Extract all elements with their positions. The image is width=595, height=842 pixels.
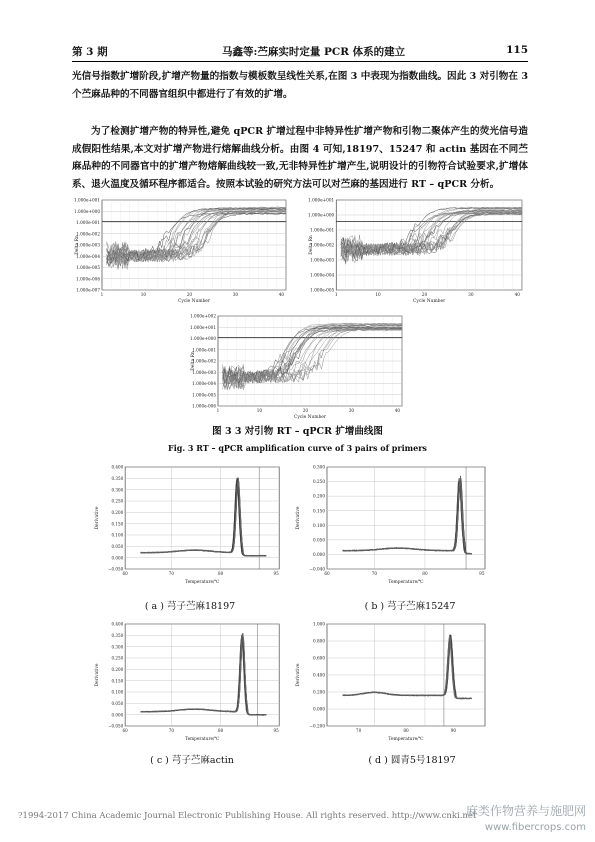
paragraph-2: 为了检测扩增产物的特异性,避免 qPCR 扩增过程中非特异性扩增产物和引物二聚体产生的荧光信号造成假阳性结果,本文对扩增产物进行熔解曲线分析。由图 4 可知,18197、15247 和 actin 基因在不同苎麻品种的不同器官中的扩增产物熔解曲线较一致,无非特异性扩增产生,说明设计的引物符合试验要求,扩增体系、退火温度及循环程序都适合。按照本试验的研究方法可以对苎麻的基因进行 RT – qPCR 分析。 [72,126,528,190]
subfig-label-c: ( c ) 芎子苎麻actin [150,755,234,766]
amp2-ytick-label: 1.000e-006 [192,403,216,409]
melt0-ytick-label: 0.400 [111,464,124,470]
amp2-xtick-label: 20 [302,408,309,413]
melt0-ytick-label: 0.100 [111,532,124,538]
amp0-ytick-label: 1.000e+000 [74,208,100,214]
melt0-ytick-label: −0.050 [108,566,124,572]
amp0-xtick-label: 40 [278,292,285,297]
melt2-ytick-label: −0.050 [108,723,124,729]
melt3-ylabel: Derivative [296,663,301,687]
paragraph-1: 光信号指数扩增阶段,扩增产物量的指数与模板数呈线性关系,在图 3 中表现为指数曲线。因此 3 对引物在 3 个苎麻品种的不同器官组织中都进行了有效的扩增。 [72,71,528,100]
amp2-ylabel: Delta Rn [191,351,196,371]
running-header [72,44,528,58]
melt1-ytick-label: 0.100 [313,522,325,528]
melt1-xtick-label: 80 [422,571,428,576]
watermark-line-1: 麻类作物营养与施肥网 [465,804,586,818]
melt2-xlabel: Temperature/℃ [185,736,220,742]
amp2-xtick-label: 40 [394,408,401,413]
melt0-xtick-label: 60 [122,570,128,577]
header-rule [72,61,528,62]
melt-curve-plot-a [92,463,287,585]
subfig-label-b: ( b ) 芎子苎麻15247 [364,601,456,612]
amp0-ytick-label: 1.000e-001 [76,220,100,226]
subfig-label-d: ( d ) 圆青5号18197 [368,755,456,766]
amp1-ytick-label: 1.000e+000 [308,212,335,218]
amp1-ytick-label: 1.000e-002 [310,242,335,248]
amp2-xtick-label: 1 [216,408,220,413]
melt3-ytick-label: 0.600 [313,655,325,661]
melt2-ytick-label: 0.350 [111,632,124,638]
amp0-xlabel: Cycle Number [177,299,211,304]
melt2-ytick-label: 0.400 [111,621,124,627]
amp1-ytick-label: 1.000e-004 [310,272,335,278]
melt3-xtick-label: 90 [450,728,457,733]
melt3-ytick-label: 0.000 [313,706,325,712]
melt2-xtick-label: 70 [168,727,174,734]
melt2-ytick-label: 0.050 [111,700,124,706]
melt0-ytick-label: 0.000 [111,555,124,561]
melt0-ytick-label: 0.350 [111,475,124,481]
amp2-ytick-label: 1.000e-002 [192,358,216,364]
melt2-ytick-label: 0.300 [111,644,124,650]
melt1-ytick-label: 0.200 [313,493,325,499]
melt0-ylabel: Derivative [94,506,100,530]
amp2-ytick-label: 1.000e-001 [192,347,216,353]
amp1-ytick-label: 1.000e-005 [310,287,335,293]
melt0-xtick-label: 95 [273,570,279,577]
melt-curve-plot-d [293,620,493,742]
melt0-xtick-label: 70 [168,570,174,577]
amp0-ylabel: Delta Rn [75,235,80,255]
amp0-ytick-label: 1.000e-005 [76,265,100,271]
subfig-label-a: ( a ) 芎子苎麻18197 [144,601,236,612]
melt-curve-plot-b [293,463,493,585]
melt0-ytick-label: 0.200 [111,509,124,515]
melt0-frame [125,467,279,569]
melt2-ytick-label: 0.200 [111,666,124,672]
amp2-ytick-label: 1.000e-003 [192,369,216,375]
amp0-ytick-label: 1.000e+001 [74,197,100,203]
melt3-ytick-label: 0.200 [313,689,325,695]
melt3-ytick-label: 1.000 [313,621,325,627]
melt3-ytick-label: 0.800 [313,638,325,644]
amp2-ytick-label: 1.000e+001 [190,324,216,330]
issue-number: 第 3 期 [72,46,108,58]
amp0-ytick-label: 1.000e-007 [76,287,100,293]
amp1-xtick-label: 30 [468,292,474,297]
amplification-plot-1 [72,196,292,304]
melt1-xlabel: Temperature/℃ [388,580,424,585]
figure-3-caption-en: Fig. 3 RT – qPCR amplification curve of 3 pairs of primers [168,443,427,453]
amplification-plot-2 [306,196,528,304]
melt0-xlabel: Temperature/℃ [185,579,220,585]
amp2-ytick-label: 1.000e+000 [190,336,216,342]
copyright-footer: ?1994-2017 China Academic Journal Electronic Publishing House. All rights reserved. http://www.cnki.net [18,811,477,821]
amp1-xtick-label: 20 [421,292,428,297]
melt1-xtick-label: 95 [479,571,485,576]
amp1-ylabel: Delta Rn [309,235,315,255]
melt2-ytick-label: 0.000 [111,712,124,718]
melt1-ytick-label: 0.050 [313,537,325,543]
melt1-xtick-label: 60 [324,571,330,576]
amp1-ytick-label: 1.000e+001 [308,197,335,203]
amp0-ytick-label: 1.000e-002 [76,231,100,237]
melt2-xtick-label: 60 [122,727,128,734]
melt1-ytick-label: 0.300 [313,464,325,470]
melt1-ytick-label: −0.040 [309,566,325,572]
amp0-ytick-label: 1.000e-003 [76,242,100,248]
figure-3-caption: 图 3 3 对引物 RT – qPCR 扩增曲线图 [212,426,383,437]
melt-curve-plot-c [92,620,287,742]
amp1-xtick-label: 10 [375,292,381,297]
melt3-ytick-label: 0.400 [313,672,325,678]
amp2-xlabel: Cycle Number [293,415,327,420]
amp0-xtick-label: 20 [186,292,193,297]
amp2-ytick-label: 1.000e+002 [190,313,216,319]
amp1-ytick-label: 1.000e-003 [310,257,335,263]
running-title: 马鑫等:苎麻实时定量 PCR 体系的建立 [222,46,406,58]
melt1-ytick-label: 0.150 [313,508,325,514]
melt2-ytick-label: 0.250 [111,655,124,661]
amp1-xlabel: Cycle Number [412,299,446,304]
amp2-ytick-label: 1.000e-004 [192,381,216,387]
melt1-ytick-label: 0.000 [313,552,325,558]
amp0-xtick-label: 1 [100,292,104,297]
amp0-xtick-label: 10 [140,292,147,297]
page-number: 115 [506,44,528,56]
melt2-ytick-label: 0.100 [111,689,124,695]
amp1-xtick-label: 1 [334,292,338,297]
melt3-ytick-label: −0.200 [309,723,325,729]
melt3-xlabel: Temperature/℃ [388,737,424,742]
melt0-ytick-label: 0.300 [111,487,124,493]
amp0-xtick-label: 30 [232,292,239,297]
melt2-xtick-label: 95 [273,727,279,734]
amp2-xtick-label: 10 [256,408,263,413]
melt0-ytick-label: 0.250 [111,498,124,504]
melt3-xtick-label: 80 [403,728,409,733]
melt0-ytick-label: 0.150 [111,521,124,527]
melt2-xtick-label: 80 [218,727,224,734]
melt1-xtick-label: 70 [371,571,378,576]
melt2-frame [125,624,279,726]
melt3-xtick-label: 70 [355,728,362,733]
site-watermark [456,802,586,833]
melt0-ytick-label: 0.050 [111,543,124,549]
watermark-line-2: www.fibercrops.com [484,822,586,833]
amp0-ytick-label: 1.000e-006 [76,276,100,282]
melt1-ylabel: Derivative [296,506,301,530]
amplification-plot-3 [188,312,408,420]
amp1-ytick-label: 1.000e-001 [310,227,335,233]
amp2-xtick-label: 30 [348,408,355,413]
amp2-ytick-label: 1.000e-005 [192,392,216,398]
amp0-ytick-label: 1.000e-004 [76,253,100,259]
melt0-xtick-label: 80 [218,570,224,577]
melt2-ylabel: Derivative [94,663,100,687]
melt2-ytick-label: 0.150 [111,678,124,684]
melt1-ytick-label: 0.250 [313,479,325,485]
amp1-xtick-label: 40 [514,292,520,297]
